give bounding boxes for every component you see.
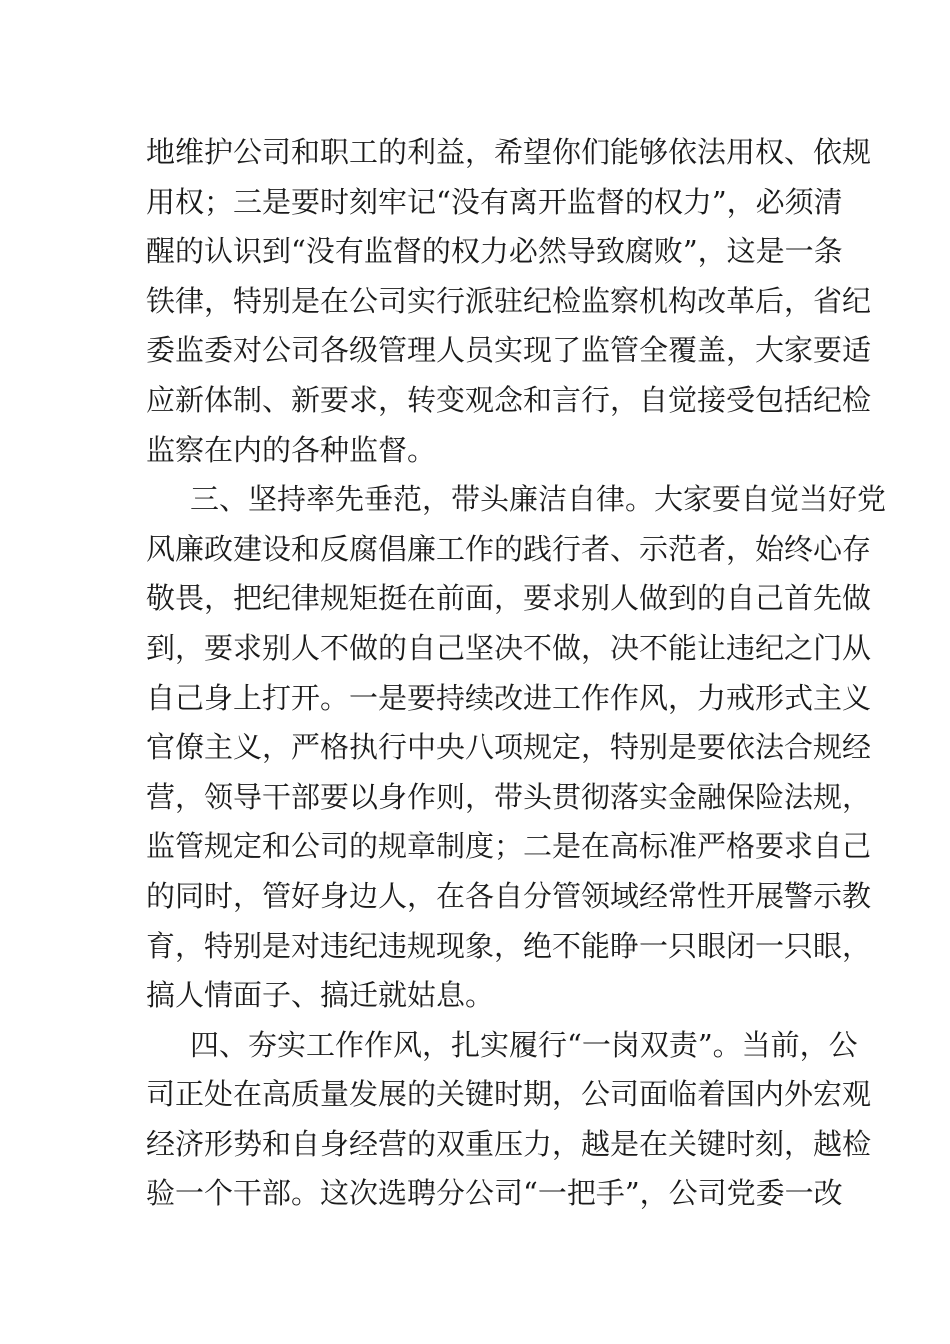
text-line: 地维护公司和职工的利益，希望你们能够依法用权、依规 xyxy=(146,135,872,169)
text-line: 自己身上打开。一是要持续改进工作作风，力戒形式主义 xyxy=(146,680,872,715)
text-line: 敬畏，把纪律规矩挺在前面，要求别人做到的自己首先做 xyxy=(146,581,872,616)
section-heading-line: 三、坚持率先垂范，带头廉洁自律。大家要自觉当好党 xyxy=(190,482,887,517)
text-line: 搞人情面子、搞迁就姑息。 xyxy=(146,978,495,1013)
text-line: 风廉政建设和反腐倡廉工作的践行者、示范者，始终心存 xyxy=(146,531,872,566)
text-line: 官僚主义，严格执行中央八项规定，特别是要依法合规经 xyxy=(146,730,872,765)
text-line: 用权；三是要时刻牢记“没有离开监督的权力”，必须清 xyxy=(146,184,843,219)
text-line: 司正处在高质量发展的关键时期，公司面临着国内外宏观 xyxy=(146,1077,872,1112)
text-line: 委监委对公司各级管理人员实现了监管全覆盖，大家要适 xyxy=(146,333,872,368)
section-heading-line: 四、夯实工作作风，扎实履行“一岗双责”。当前，公 xyxy=(190,1027,858,1062)
text-line: 铁律，特别是在公司实行派驻纪检监察机构改革后，省纪 xyxy=(146,283,872,318)
text-line: 经济形势和自身经营的双重压力，越是在关键时刻，越检 xyxy=(146,1126,872,1161)
text-line: 监管规定和公司的规章制度；二是在高标准严格要求自己 xyxy=(146,829,872,864)
text-line: 醒的认识到“没有监督的权力必然导致腐败”，这是一条 xyxy=(146,234,843,269)
text-line: 验一个干部。这次选聘分公司“一把手”，公司党委一改 xyxy=(146,1176,843,1211)
document-body xyxy=(146,128,887,1219)
text-line: 监察在内的各种监督。 xyxy=(146,432,437,467)
text-line: 的同时，管好身边人，在各自分管领域经常性开展警示教 xyxy=(146,878,872,913)
text-line: 育，特别是对违纪违规现象，绝不能睁一只眼闭一只眼， xyxy=(146,928,872,963)
text-line: 应新体制、新要求，转变观念和言行，自觉接受包括纪检 xyxy=(146,382,872,417)
text-line: 营，领导干部要以身作则，带头贯彻落实金融保险法规， xyxy=(146,779,872,814)
text-line: 到，要求别人不做的自己坚决不做，决不能让违纪之门从 xyxy=(146,630,872,665)
